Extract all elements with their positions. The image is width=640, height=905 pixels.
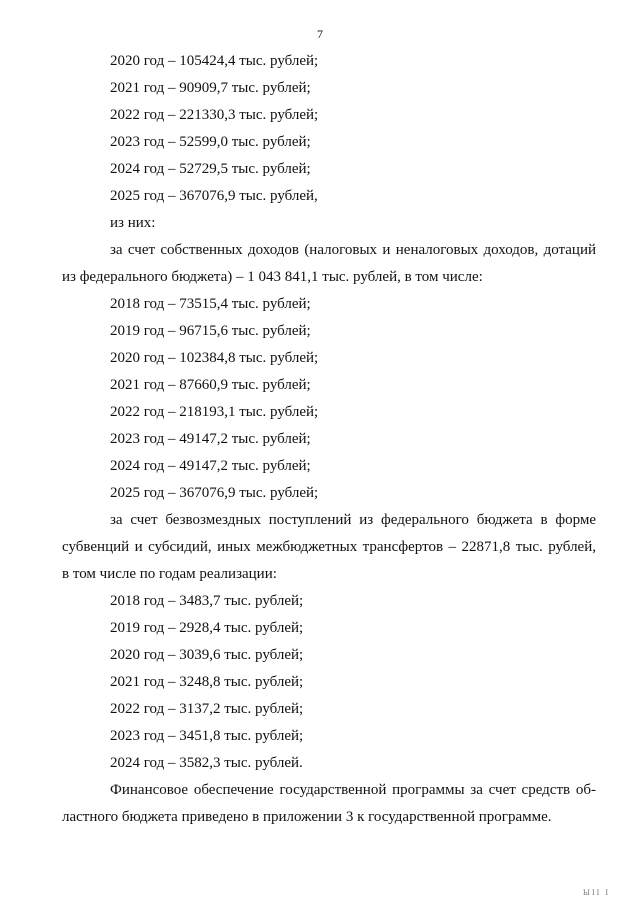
own-income-year-line: 2020 год – 102384,8 тыс. рублей; bbox=[110, 350, 319, 366]
federal-year-line: 2019 год – 2928,4 тыс. рублей; bbox=[110, 620, 304, 636]
own-income-year-line: 2021 год – 87660,9 тыс. рублей; bbox=[110, 377, 311, 393]
own-income-year-line: 2024 год – 49147,2 тыс. рублей; bbox=[110, 458, 311, 474]
closing-paragraph-line2: ластного бюджета приведено в приложении 3 к государственной программе. bbox=[62, 809, 552, 825]
own-income-paragraph-line1: за счет собственных доходов (налоговых и неналоговых доходов, дотаций bbox=[110, 242, 596, 258]
closing-paragraph-line1: Финансовое обеспечение государственной программы за счет средств об- bbox=[110, 782, 596, 798]
federal-year-line: 2023 год – 3451,8 тыс. рублей; bbox=[110, 728, 304, 744]
funding-year-line: 2023 год – 52599,0 тыс. рублей; bbox=[110, 134, 311, 150]
federal-year-line: 2021 год – 3248,8 тыс. рублей; bbox=[110, 674, 304, 690]
federal-year-line: 2024 год – 3582,3 тыс. рублей. bbox=[110, 755, 303, 771]
own-income-year-line: 2018 год – 73515,4 тыс. рублей; bbox=[110, 296, 311, 312]
own-income-year-line: 2025 год – 367076,9 тыс. рублей; bbox=[110, 485, 319, 501]
own-income-year-line: 2022 год – 218193,1 тыс. рублей; bbox=[110, 404, 319, 420]
page-number: 7 bbox=[317, 27, 323, 41]
footer-mark: ЫІІ І bbox=[583, 888, 610, 897]
federal-paragraph-line2: субвенций и субсидий, иных межбюджетных трансфертов – 22871,8 тыс. рублей, bbox=[62, 539, 596, 555]
own-income-year-line: 2019 год – 96715,6 тыс. рублей; bbox=[110, 323, 311, 339]
federal-paragraph-line3: в том числе по годам реализации: bbox=[62, 566, 277, 582]
funding-year-line: 2024 год – 52729,5 тыс. рублей; bbox=[110, 161, 311, 177]
funding-year-line: 2025 год – 367076,9 тыс. рублей, bbox=[110, 188, 318, 204]
funding-year-line: 2021 год – 90909,7 тыс. рублей; bbox=[110, 80, 311, 96]
own-income-year-line: 2023 год – 49147,2 тыс. рублей; bbox=[110, 431, 311, 447]
federal-year-line: 2022 год – 3137,2 тыс. рублей; bbox=[110, 701, 304, 717]
funding-year-line: 2022 год – 221330,3 тыс. рублей; bbox=[110, 107, 319, 123]
from-them-label: из них: bbox=[110, 215, 156, 231]
funding-year-line: 2020 год – 105424,4 тыс. рублей; bbox=[110, 53, 319, 69]
federal-year-line: 2018 год – 3483,7 тыс. рублей; bbox=[110, 593, 304, 609]
own-income-paragraph-line2: из федерального бюджета) – 1 043 841,1 тыс. рублей, в том числе: bbox=[62, 269, 483, 285]
federal-year-line: 2020 год – 3039,6 тыс. рублей; bbox=[110, 647, 304, 663]
federal-paragraph-line1: за счет безвозмездных поступлений из федерального бюджета в форме bbox=[110, 512, 596, 528]
